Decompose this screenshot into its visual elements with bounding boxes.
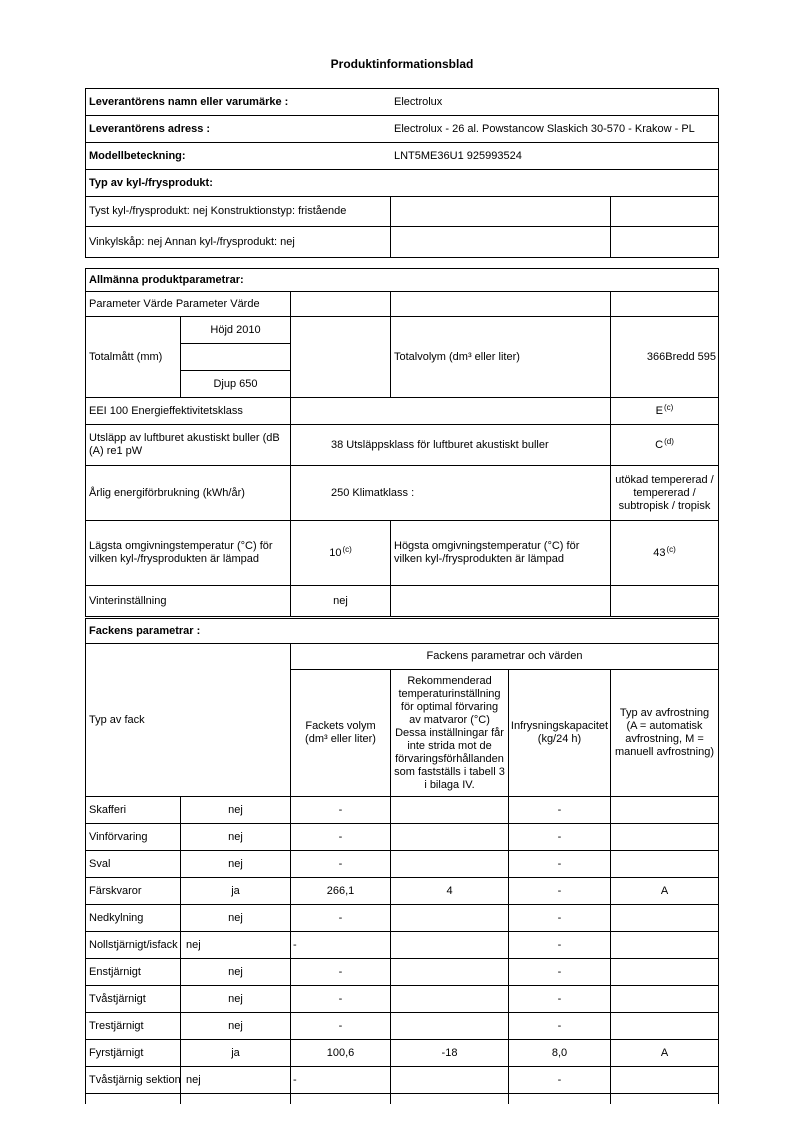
compartment-name-cell: Trestjärnigt: [86, 1013, 181, 1040]
compartment-capacity-cell: -: [509, 878, 611, 905]
compartment-capacity-cell: -: [509, 851, 611, 878]
compartment-volume-cell: -: [291, 851, 391, 878]
column-header-freezing-capacity: Infrysningskapacitet (kg/24 h): [509, 670, 611, 797]
compartment-present-cell: nej: [181, 851, 291, 878]
compartment-present-cell: nej: [181, 986, 291, 1013]
compartment-defrost-cell: [611, 905, 718, 932]
min-temp-footnote: (c): [342, 544, 352, 554]
compartment-temp-cell: [391, 1013, 509, 1040]
compartment-volume-cell: -: [291, 959, 391, 986]
supplier-name-label: Leverantörens namn eller varumärke :: [86, 89, 391, 116]
empty-cell: [509, 1094, 611, 1104]
empty-cell: [391, 227, 611, 257]
annual-energy-value: 250 Klimatklass :: [291, 466, 611, 521]
compartment-volume-cell: -: [291, 986, 391, 1013]
compartment-temp-cell: [391, 959, 509, 986]
supplier-table: [85, 88, 719, 258]
compartment-capacity-cell: -: [509, 959, 611, 986]
empty-cell: [291, 1094, 391, 1104]
compartment-present-cell: nej: [181, 932, 291, 959]
compartment-volume-cell: -: [291, 1013, 391, 1040]
compartment-temp-cell: [391, 986, 509, 1013]
noise-class-letter: C: [655, 438, 664, 451]
empty-cell: [391, 292, 611, 317]
compartment-volume-cell: -: [291, 1067, 391, 1094]
supplier-address-label: Leverantörens adress :: [86, 116, 391, 143]
empty-cell: [611, 1094, 718, 1104]
product-type-row1: Tyst kyl-/frysprodukt: nej Konstruktionstyp: fristående: [86, 197, 391, 227]
climate-class-value: utökad tempererad / tempererad / subtropisk / tropisk: [611, 466, 718, 521]
noise-value: 38 Utsläppsklass för luftburet akustiskt buller: [291, 425, 611, 466]
noise-class-value: [611, 425, 718, 466]
compartment-name-cell: Färskvaror: [86, 878, 181, 905]
general-parameters-header: Allmänna produktparametrar:: [86, 269, 718, 292]
compartment-name-cell: Fyrstjärnigt: [86, 1040, 181, 1067]
product-type-row2: Vinkylskåp: nej Annan kyl-/frysprodukt: nej: [86, 227, 391, 257]
noise-class-footnote: (d): [664, 436, 674, 446]
min-temp-number: 10: [329, 546, 342, 559]
compartment-volume-cell: -: [291, 932, 391, 959]
energy-class-letter: E: [655, 404, 663, 417]
compartment-present-cell: nej: [181, 905, 291, 932]
compartment-temp-cell: 4: [391, 878, 509, 905]
supplier-address-value: Electrolux - 26 al. Powstancow Slaskich 30-570 - Krakow - PL: [391, 116, 718, 143]
compartment-present-cell: nej: [181, 1013, 291, 1040]
empty-cell: [391, 586, 611, 616]
winter-setting-label: Vinterinställning: [86, 586, 291, 616]
compartment-present-cell: nej: [181, 1067, 291, 1094]
empty-cell: [391, 1094, 509, 1104]
max-ambient-temp-label: Högsta omgivningstemperatur (°C) för vilken kyl-/frysprodukten är lämpad: [391, 521, 611, 586]
dimension-height: Höjd 2010: [181, 317, 291, 344]
model-label: Modellbeteckning:: [86, 143, 391, 170]
compartment-capacity-cell: -: [509, 932, 611, 959]
energy-class-footnote: (c): [664, 402, 674, 412]
annual-energy-label: Årlig energiförbrukning (kWh/år): [86, 466, 291, 521]
compartments-header: Fackens parametrar :: [86, 619, 718, 644]
max-temp-number: 43: [653, 546, 666, 559]
compartment-name-cell: Skafferi: [86, 797, 181, 824]
compartment-name-cell: Nollstjärnigt/isfack: [86, 932, 181, 959]
compartment-name-cell: Vinförvaring: [86, 824, 181, 851]
compartment-defrost-cell: [611, 851, 718, 878]
empty-cell: [391, 197, 611, 227]
compartment-temp-cell: [391, 824, 509, 851]
compartment-volume-cell: 266,1: [291, 878, 391, 905]
min-ambient-temp-value: [291, 521, 391, 586]
max-ambient-temp-value: [611, 521, 718, 586]
empty-cell: [611, 227, 718, 257]
compartment-name-cell: Enstjärnigt: [86, 959, 181, 986]
compartment-volume-cell: -: [291, 824, 391, 851]
supplier-name-value: Electrolux: [391, 89, 718, 116]
compartment-defrost-cell: [611, 959, 718, 986]
compartment-temp-cell: [391, 1067, 509, 1094]
compartments-table: [85, 618, 719, 1104]
compartment-present-cell: nej: [181, 797, 291, 824]
product-type-header: Typ av kyl-/frysprodukt:: [86, 170, 718, 197]
compartment-volume-cell: -: [291, 905, 391, 932]
document-content: [85, 0, 719, 1104]
compartment-temp-cell: [391, 797, 509, 824]
compartment-capacity-cell: -: [509, 824, 611, 851]
compartment-name-cell: Sval: [86, 851, 181, 878]
compartment-capacity-cell: 8,0: [509, 1040, 611, 1067]
compartment-defrost-cell: [611, 1067, 718, 1094]
compartment-present-cell: nej: [181, 824, 291, 851]
compartment-temp-cell: [391, 851, 509, 878]
noise-label: Utsläpp av luftburet akustiskt buller (dB (A) re1 pW: [86, 425, 291, 466]
compartment-present-cell: nej: [181, 959, 291, 986]
parameter-columns-header: Parameter Värde Parameter Värde: [86, 292, 291, 317]
empty-cell: [611, 197, 718, 227]
max-temp-footnote: (c): [666, 544, 676, 554]
compartment-present-cell: ja: [181, 878, 291, 905]
general-parameters-table: [85, 268, 719, 617]
compartment-volume-cell: 100,6: [291, 1040, 391, 1067]
compartment-capacity-cell: -: [509, 1013, 611, 1040]
empty-cell: [291, 398, 611, 425]
compartment-name-cell: Tvåstjärnigt: [86, 986, 181, 1013]
compartment-name-cell: Tvåstjärnig sektion: [86, 1067, 181, 1094]
compartment-capacity-cell: -: [509, 986, 611, 1013]
compartment-defrost-cell: A: [611, 1040, 718, 1067]
compartment-defrost-cell: [611, 986, 718, 1013]
column-header-defrost-type: Typ av avfrostning (A = automatisk avfrostning, M = manuell avfrostning): [611, 670, 718, 797]
page-title: Produktinformationsblad: [330, 57, 474, 71]
compartment-present-cell: ja: [181, 1040, 291, 1067]
dimension-depth: Djup 650: [181, 371, 291, 398]
empty-cell: [181, 1094, 291, 1104]
column-header-volume: Fackets volym (dm³ eller liter): [291, 670, 391, 797]
empty-cell: [86, 1094, 181, 1104]
compartment-defrost-cell: [611, 797, 718, 824]
empty-cell: [611, 586, 718, 616]
empty-cell: [181, 344, 291, 371]
compartment-temp-cell: -18: [391, 1040, 509, 1067]
compartment-defrost-cell: [611, 932, 718, 959]
compartment-temp-cell: [391, 905, 509, 932]
compartment-temp-cell: [391, 932, 509, 959]
compartment-capacity-cell: -: [509, 905, 611, 932]
dimensions-label: Totalmått (mm): [86, 317, 181, 398]
model-value: LNT5ME36U1 925993524: [391, 143, 718, 170]
compartments-group-header: Fackens parametrar och värden: [291, 644, 718, 670]
empty-cell: [291, 292, 391, 317]
empty-cell: [291, 317, 391, 398]
total-volume-value: 366Bredd 595: [611, 317, 718, 398]
compartment-volume-cell: -: [291, 797, 391, 824]
compartment-name-cell: Nedkylning: [86, 905, 181, 932]
compartment-capacity-cell: -: [509, 1067, 611, 1094]
eei-label: EEI 100 Energieffektivitetsklass: [86, 398, 291, 425]
compartment-capacity-cell: -: [509, 797, 611, 824]
compartment-defrost-cell: A: [611, 878, 718, 905]
empty-cell: [611, 292, 718, 317]
compartment-defrost-cell: [611, 1013, 718, 1040]
min-ambient-temp-label: Lägsta omgivningstemperatur (°C) för vilken kyl-/frysprodukten är lämpad: [86, 521, 291, 586]
compartment-defrost-cell: [611, 824, 718, 851]
winter-setting-value: nej: [291, 586, 391, 616]
compartment-type-column-header: Typ av fack: [86, 644, 291, 797]
energy-class-value: [611, 398, 718, 425]
column-header-temperature: Rekommenderad temperaturinställning för optimal förvaring av matvaror (°C) Dessa inställningar får inte strida mot de förvaringsförhållanden som fastställs i tabell 3 i bilaga IV.: [391, 670, 509, 797]
total-volume-label: Totalvolym (dm³ eller liter): [391, 317, 611, 398]
